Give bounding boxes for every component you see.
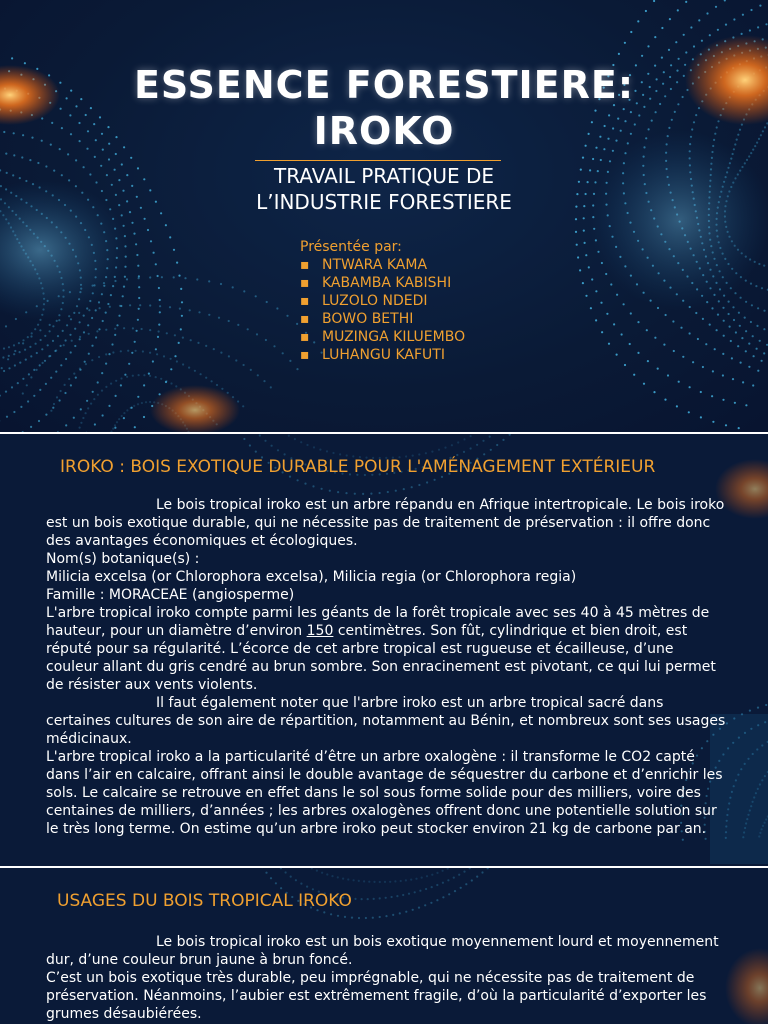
subtitle (100, 163, 668, 215)
orange-glow-corner (725, 948, 768, 1024)
title-divider (255, 160, 501, 161)
paragraph-properties: Le bois tropical iroko est un bois exotique moyennement lourd et moyennement dur, d’une couleur brun jaune à brun foncé. (46, 934, 719, 968)
section-heading: IROKO : BOIS EXOTIQUE DURABLE POUR L'AMÉNAGEMENT EXTÉRIEUR (60, 457, 656, 477)
presenter-name: ▪ BOWO BETHI (300, 311, 414, 327)
presenter-name: ▪ LUHANGU KAFUTI (300, 347, 445, 363)
paragraph-intro: Le bois tropical iroko est un arbre répandu en Afrique intertropicale. Le bois iroko est un bois exotique durable, qui ne nécessite pas de traitement de préservation : il offre donc des avantages économiques et écologiques. (46, 497, 725, 549)
section-heading: USAGES DU BOIS TROPICAL IROKO (57, 891, 352, 911)
orange-glow-left (0, 65, 60, 125)
title-line-2: IROKO (313, 109, 455, 153)
subtitle-line-1: TRAVAIL PRATIQUE DE (274, 164, 494, 188)
presenter-name: ▪ MUZINGA KILUEMBO (300, 329, 466, 345)
paragraph-family: Famille : MORACEAE (angiosperme) (46, 587, 295, 603)
bullet-icon: ▪ (300, 275, 310, 291)
bullet-icon: ▪ (300, 293, 310, 309)
presenter-block (300, 238, 465, 364)
paragraph-dimensions: L'arbre tropical iroko compte parmi les géants de la forêt tropicale avec ses 40 à 45 mètres de hauteur, pour un diamètre d’environ 150 centimètres. Son fût, cylindrique et bien droit, est réputé pour sa régularité. L’écorce de cet arbre tropical est rugueuse et écailleuse, d’une couleur allant du gris cendré au brun sombre. Son enracinement est pivotant, ce qui lui permet de résister aux vents violents. (46, 605, 716, 693)
bullet-icon: ▪ (300, 347, 310, 363)
presenter-name: ▪ LUZOLO NDEDI (300, 293, 428, 309)
bullet-icon: ▪ (300, 257, 310, 273)
paragraph-botanical-label: Nom(s) botanique(s) : (46, 551, 200, 567)
paragraph-sacred: Il faut également noter que l'arbre iroko est un arbre tropical sacré dans certaines cultures de son aire de répartition, notamment au Bénin, et nombreux sont ses usages médicinaux. (46, 695, 726, 747)
orange-glow-bottom (150, 385, 240, 432)
section-body (46, 496, 726, 838)
subtitle-line-2: L’INDUSTRIE FORESTIERE (256, 190, 512, 214)
title-slide (0, 0, 768, 432)
content-slide-usages (0, 868, 768, 1024)
page-title (60, 62, 708, 154)
bullet-icon: ▪ (300, 329, 310, 345)
presented-by-label: Présentée par: (300, 239, 402, 255)
presenter-name: ▪ NTWARA KAMA (300, 257, 428, 273)
section-body (46, 933, 726, 1023)
bullet-icon: ▪ (300, 311, 310, 327)
paragraph-durability: C’est un bois exotique très durable, peu imprégnable, qui ne nécessite pas de traitement de préservation. Néanmoins, l’aubier est extrêmement fragile, d’où la particularité d’exporter les grumes désaubiérées. (46, 970, 707, 1022)
paragraph-botanical-names: Milicia excelsa (or Chlorophora excelsa), Milicia regia (or Chlorophora regia) (46, 569, 577, 585)
paragraph-oxalogenic: L'arbre tropical iroko a la particularité d’être un arbre oxalogène : il transforme le CO2 capté dans l’air en calcaire, offrant ainsi le double avantage de séquestrer du carbone et d’enrichir les sols. Le calcaire se retrouve en effet dans le sol sous forme solide pour des milliers, voire des centaines de milliers, d’années ; les arbres oxalogènes offrent donc une potentielle solution sur le très long terme. On estime qu’un arbre iroko peut stocker environ 21 kg de carbone par an. (46, 749, 723, 837)
title-line-1: ESSENCE FORESTIERE: (133, 63, 635, 107)
content-slide-iroko (0, 434, 768, 866)
presenter-name: ▪ KABAMBA KABISHI (300, 275, 452, 291)
presenter-list (300, 256, 465, 364)
blue-glow-right (590, 130, 768, 310)
